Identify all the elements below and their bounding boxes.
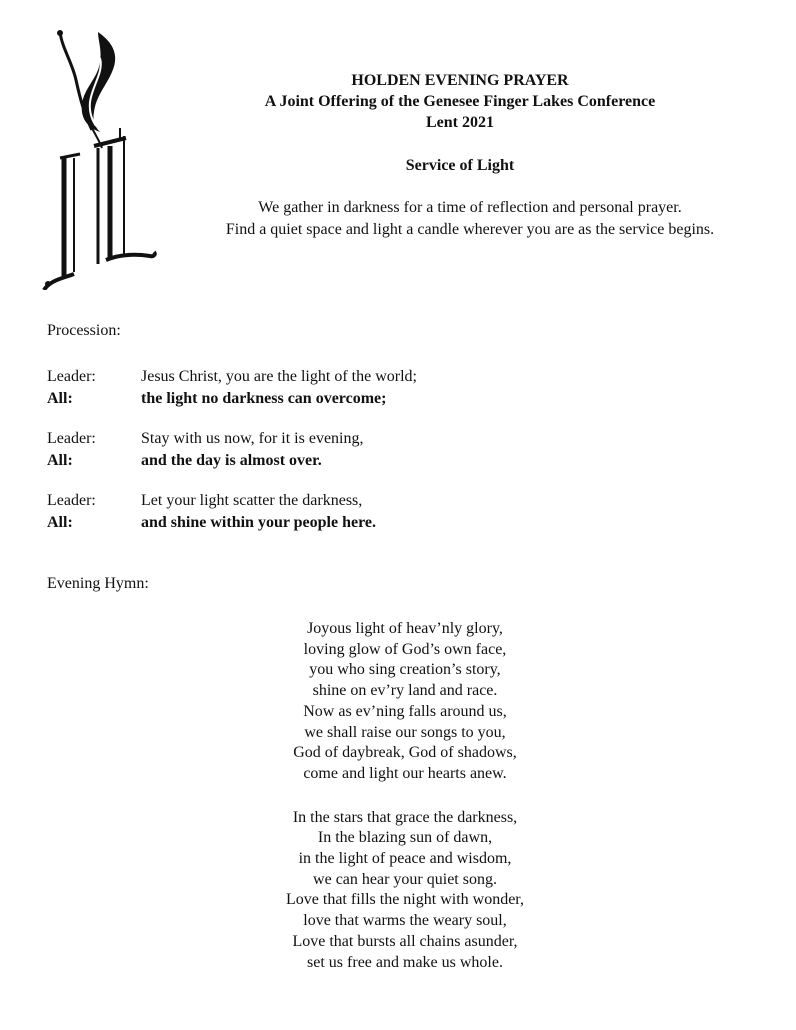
service-heading: [160, 155, 760, 176]
leader-text: Jesus Christ, you are the light of the world;: [141, 368, 417, 385]
hymn-line: in the light of peace and wisdom,: [298, 850, 512, 868]
hymn-line: we can hear your quiet song.: [313, 870, 497, 888]
hymn-line: Love that bursts all chains asunder,: [292, 932, 518, 950]
all-label: All:: [47, 514, 73, 531]
hymn-line: Now as ev’ning falls around us,: [303, 702, 507, 720]
leader-text: Stay with us now, for it is evening,: [141, 430, 364, 447]
hymn-line: In the blazing sun of dawn,: [317, 829, 493, 847]
document-date: Lent 2021: [426, 114, 494, 131]
hymn-line: set us free and make us whole.: [307, 953, 503, 971]
hymn-line: God of daybreak, God of shadows,: [293, 744, 517, 762]
all-response: and shine within your people here.: [141, 514, 377, 531]
litany: [47, 366, 547, 552]
leader-label: Leader:: [47, 492, 96, 509]
hymn-stanza-2: [200, 808, 610, 974]
intro-paragraph: [170, 197, 770, 241]
hymn-line: loving glow of God’s own face,: [303, 640, 507, 658]
document-subtitle: A Joint Offering of the Genesee Finger Lakes Conference: [264, 93, 656, 110]
service-title: Service of Light: [405, 157, 515, 174]
hymn-line: you who sing creation’s story,: [309, 661, 501, 679]
leader-text: Let your light scatter the darkness,: [141, 492, 363, 509]
document-title: HOLDEN EVENING PRAYER: [351, 72, 569, 89]
hymn-line: shine on ev’ry land and race.: [312, 682, 498, 700]
intro-line: We gather in darkness for a time of reflection and personal prayer.: [258, 199, 682, 216]
procession-label: Procession:: [47, 322, 121, 339]
litany-pair: [47, 366, 547, 410]
all-response: the light no darkness can overcome;: [141, 390, 387, 407]
evening-hymn: [200, 619, 610, 996]
hymn-stanza-1: [200, 619, 610, 785]
leader-label: Leader:: [47, 368, 96, 385]
all-label: All:: [47, 452, 73, 469]
intro-line: Find a quiet space and light a candle wherever you are as the service begins.: [225, 221, 715, 238]
hymn-label: Evening Hymn:: [47, 575, 149, 592]
document-header: [160, 70, 760, 133]
leader-label: Leader:: [47, 430, 96, 447]
litany-pair: [47, 490, 547, 534]
hymn-line: come and light our hearts anew.: [303, 764, 507, 782]
all-label: All:: [47, 390, 73, 407]
all-response: and the day is almost over.: [141, 452, 322, 469]
hymn-line: love that warms the weary soul,: [303, 912, 507, 930]
candle-logo-icon: [40, 28, 162, 290]
litany-pair: [47, 428, 547, 472]
hymn-line: we shall raise our songs to you,: [304, 723, 506, 741]
hymn-line: Joyous light of heav’nly glory,: [307, 620, 503, 637]
hymn-line: In the stars that grace the darkness,: [292, 808, 518, 826]
hymn-line: Love that fills the night with wonder,: [286, 891, 524, 909]
